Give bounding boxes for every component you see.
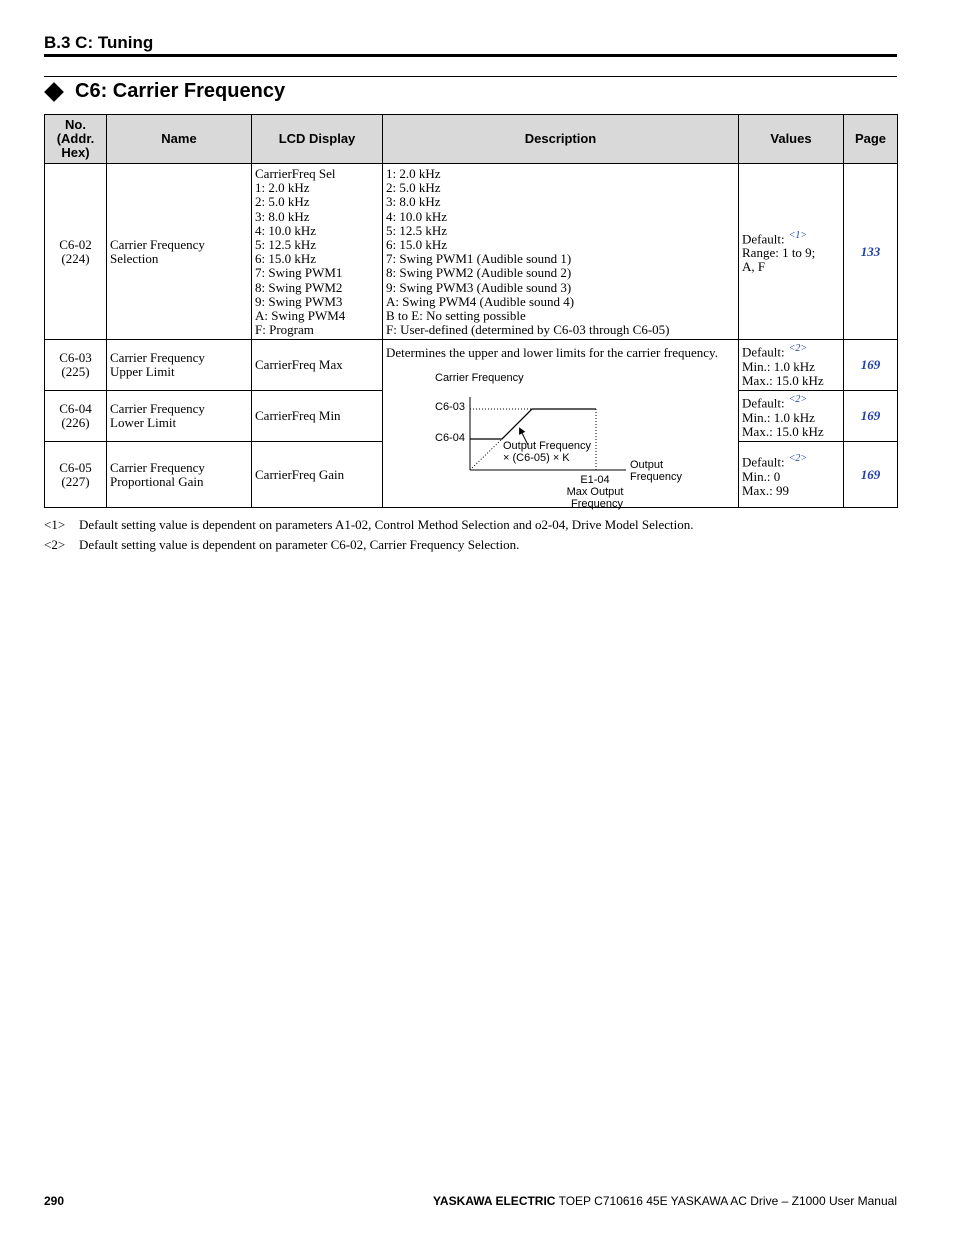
- page-link[interactable]: 133: [844, 164, 898, 340]
- table-header-row: [45, 115, 898, 164]
- lcd-display-cell: CarrierFreq Gain: [252, 442, 383, 508]
- max-freq-label-line-3: Frequency: [571, 498, 623, 511]
- lcd-line: F: Program: [255, 322, 314, 338]
- x-axis-label-line-1: Output: [630, 459, 664, 472]
- page-link[interactable]: 169: [844, 442, 898, 508]
- values-cell: [739, 391, 844, 442]
- param-name-line: Proportional Gain: [110, 473, 204, 489]
- footnote-tag: <1>: [44, 517, 66, 532]
- column-header-name: Name: [107, 115, 252, 164]
- value-line: Max.: 99: [742, 482, 789, 498]
- shared-description-cell: [383, 340, 739, 511]
- page-title: [44, 80, 285, 103]
- param-number: C6-03: [59, 350, 92, 366]
- param-number-cell: [45, 391, 107, 442]
- page-link[interactable]: 169: [844, 391, 898, 442]
- carrier-frequency-diagram: [386, 362, 736, 511]
- value-line: Max.: 15.0 kHz: [742, 373, 824, 389]
- x-axis-label-line-2: Frequency: [630, 471, 682, 484]
- param-name-line: Carrier Frequency: [110, 459, 205, 475]
- desc-line: 1: 2.0 kHz: [386, 166, 441, 181]
- manual-title: TOEP C710616 45E YASKAWA AC Drive – Z1000 User Manual: [555, 1194, 897, 1208]
- desc-line: 9: Swing PWM3 (Audible sound 3): [386, 279, 572, 295]
- column-header-no-text: No. (Addr. Hex): [56, 117, 95, 160]
- values-cell: [739, 164, 844, 340]
- lcd-display-cell: [252, 164, 383, 340]
- column-header-page: Page: [844, 115, 898, 164]
- desc-line: A: Swing PWM4 (Audible sound 4): [386, 293, 575, 309]
- footnote: [44, 535, 693, 555]
- param-number-cell: [45, 340, 107, 391]
- lcd-line: 4: 10.0 kHz: [255, 222, 317, 238]
- lower-limit-label: C6-04: [435, 432, 465, 445]
- value-line: Min.: 0: [742, 468, 781, 484]
- slope-label-line-2: × (C6-05) × K: [503, 452, 570, 465]
- brand-name: YASKAWA ELECTRIC: [433, 1194, 556, 1208]
- desc-line: 6: 15.0 kHz: [386, 237, 448, 253]
- value-line: Range: 1 to 9;: [742, 245, 816, 261]
- param-name-cell: [107, 340, 252, 391]
- section-header: B.3 C: Tuning: [44, 33, 154, 52]
- param-name-line: Upper Limit: [110, 364, 175, 380]
- value-line: A, F: [742, 259, 766, 275]
- parameter-table: [44, 114, 898, 511]
- param-number-cell: [45, 164, 107, 340]
- lcd-line: 8: Swing PWM2: [255, 279, 343, 295]
- desc-line: 7: Swing PWM1 (Audible sound 1): [386, 251, 572, 267]
- page-link[interactable]: 169: [844, 340, 898, 391]
- value-line: Min.: 1.0 kHz: [742, 359, 815, 374]
- description-cell: [383, 164, 739, 340]
- param-address: (226): [61, 415, 90, 431]
- param-name-line: Selection: [110, 250, 159, 266]
- param-name-cell: [107, 391, 252, 442]
- desc-line: F: User-defined (determined by C6-03 through C6-05): [386, 322, 670, 338]
- desc-line: 4: 10.0 kHz: [386, 208, 448, 224]
- max-freq-label-line-1: E1-04: [580, 474, 610, 487]
- page-title-text: C6: Carrier Frequency: [75, 80, 286, 102]
- table-row: [45, 340, 898, 391]
- footnote-ref[interactable]: <2>: [788, 452, 808, 464]
- default-label: Default:: [742, 395, 785, 411]
- param-number: C6-02: [59, 236, 92, 252]
- footnote-ref[interactable]: <2>: [788, 343, 808, 355]
- param-name-line: Carrier Frequency: [110, 236, 205, 252]
- value-line: Max.: 15.0 kHz: [742, 424, 824, 440]
- column-header-lcd: LCD Display: [252, 115, 383, 164]
- upper-limit-label: C6-03: [435, 401, 465, 414]
- column-header-values: Values: [739, 115, 844, 164]
- footnote-ref[interactable]: <1>: [788, 229, 808, 241]
- footnote-tag: <2>: [44, 537, 66, 552]
- lcd-line: 6: 15.0 kHz: [255, 251, 317, 267]
- param-address: (227): [61, 473, 90, 489]
- param-name-cell: [107, 164, 252, 340]
- param-name-line: Carrier Frequency: [110, 401, 205, 417]
- param-number: C6-04: [59, 401, 92, 417]
- desc-line: B to E: No setting possible: [386, 308, 526, 324]
- value-line: Min.: 1.0 kHz: [742, 410, 815, 425]
- footnote: [44, 515, 693, 535]
- lcd-line: CarrierFreq Sel: [255, 166, 336, 181]
- origin-dotted-line: [470, 439, 502, 470]
- param-name-line: Carrier Frequency: [110, 350, 205, 366]
- column-header-description: Description: [383, 115, 739, 164]
- shared-description-text: Determines the upper and lower limits for the carrier frequency.: [386, 344, 718, 360]
- lcd-line: 2: 5.0 kHz: [255, 194, 310, 210]
- footnote-text: Default setting value is dependent on parameter C6-02, Carrier Frequency Selection.: [79, 537, 520, 552]
- footnote-text: Default setting value is dependent on parameters A1-02, Control Method Selection and o2-04, Drive Model Selection.: [79, 517, 694, 532]
- manual-reference: [433, 1194, 897, 1208]
- param-name-cell: [107, 442, 252, 508]
- default-label: Default:: [742, 454, 785, 470]
- header-rule: [44, 54, 897, 57]
- page-number: 290: [44, 1194, 65, 1208]
- lcd-display-cell: CarrierFreq Min: [252, 391, 383, 442]
- slope-label-line-1: Output Frequency: [503, 440, 592, 453]
- desc-line: 5: 12.5 kHz: [386, 222, 448, 238]
- diamond-bullet-icon: [44, 82, 64, 102]
- lcd-line: 7: Swing PWM1: [255, 265, 343, 281]
- lcd-line: 3: 8.0 kHz: [255, 208, 310, 224]
- footnotes: [44, 515, 693, 555]
- desc-line: 8: Swing PWM2 (Audible sound 2): [386, 265, 572, 281]
- title-rule: [44, 76, 897, 77]
- max-freq-label-line-2: Max Output: [566, 486, 624, 499]
- param-number-cell: [45, 442, 107, 508]
- param-name-line: Lower Limit: [110, 415, 177, 431]
- lcd-line: 5: 12.5 kHz: [255, 237, 317, 253]
- default-label: Default:: [742, 344, 785, 360]
- lcd-display-cell: CarrierFreq Max: [252, 340, 383, 391]
- carrier-frequency-curve: [470, 409, 596, 439]
- lcd-line: 1: 2.0 kHz: [255, 180, 310, 196]
- values-cell: [739, 340, 844, 391]
- param-number: C6-05: [59, 459, 92, 475]
- column-header-no: [45, 115, 107, 164]
- lcd-line: 9: Swing PWM3: [255, 293, 343, 309]
- default-label: Default:: [742, 231, 785, 247]
- y-axis-label: Carrier Frequency: [435, 372, 524, 385]
- desc-line: 3: 8.0 kHz: [386, 194, 441, 210]
- param-address: (224): [61, 250, 90, 266]
- values-cell: [739, 442, 844, 508]
- lcd-line: A: Swing PWM4: [255, 308, 346, 324]
- footnote-ref[interactable]: <2>: [788, 394, 808, 406]
- param-address: (225): [61, 364, 90, 380]
- table-row: [45, 164, 898, 340]
- desc-line: 2: 5.0 kHz: [386, 180, 441, 196]
